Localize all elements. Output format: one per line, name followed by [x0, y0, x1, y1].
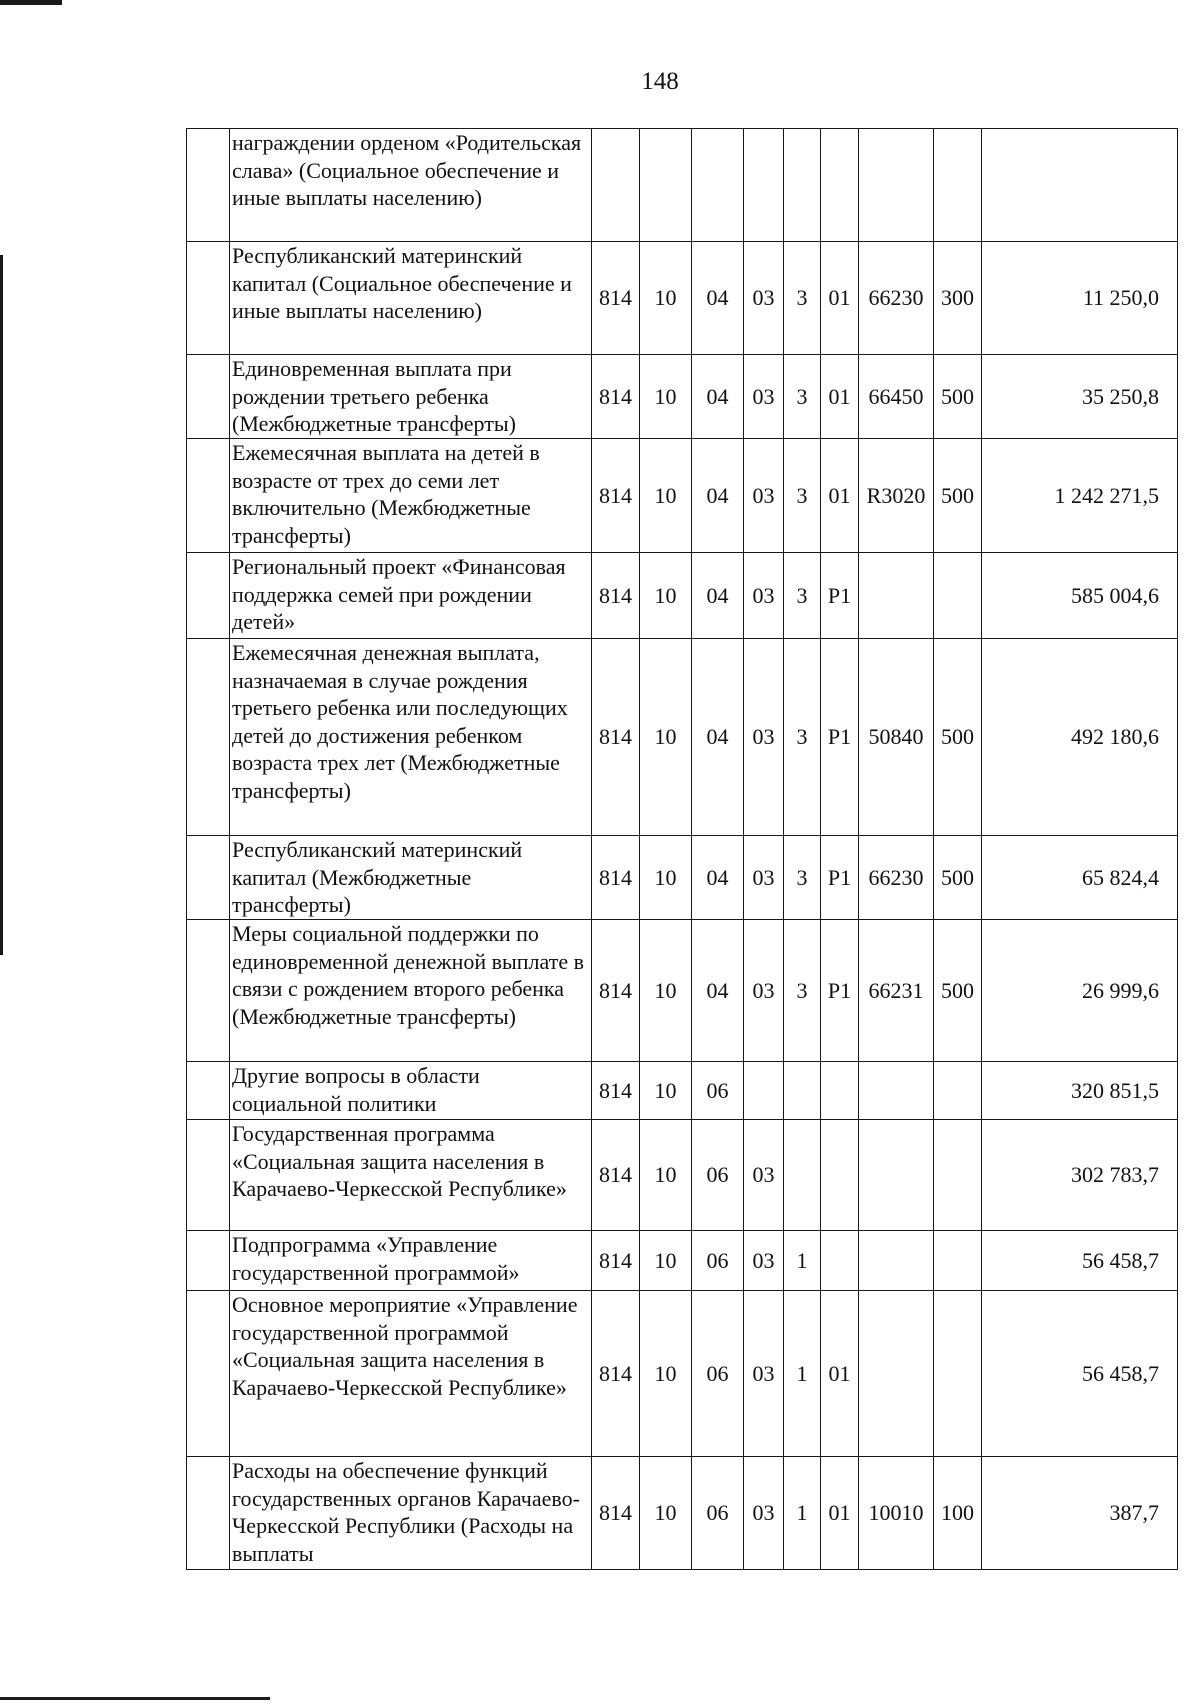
- row-blank-cell: [187, 355, 230, 439]
- row-dir: 66231: [859, 920, 934, 1062]
- row-om: 01: [821, 439, 859, 553]
- row-name: Региональный проект «Финансовая поддержка семей при рождении детей»: [230, 553, 592, 639]
- table-row: [187, 1062, 1178, 1120]
- row-name: Меры социальной поддержки по единовременной денежной выплате в связи с рождением второго ребенка (Межбюджетные трансферты): [230, 920, 592, 1062]
- row-rz: 10: [640, 439, 692, 553]
- row-vr: 300: [934, 242, 982, 355]
- row-rz: 10: [640, 836, 692, 920]
- row-sub: 3: [784, 355, 821, 439]
- row-rz: 10: [640, 920, 692, 1062]
- row-vr: [934, 1062, 982, 1120]
- row-rz: 10: [640, 355, 692, 439]
- row-rz: 10: [640, 242, 692, 355]
- row-prog: 03: [744, 639, 784, 836]
- row-pr: 06: [692, 1231, 744, 1291]
- row-blank-cell: [187, 553, 230, 639]
- row-name: награждении орденом «Родительская слава» (Социальное обеспечение и иные выплаты населению): [230, 129, 592, 242]
- row-rz: 10: [640, 1062, 692, 1120]
- row-pr: [692, 129, 744, 242]
- row-sum: 302 783,7: [982, 1120, 1178, 1231]
- row-sum: 56 458,7: [982, 1291, 1178, 1457]
- table-row: [187, 639, 1178, 836]
- row-pr: 04: [692, 355, 744, 439]
- row-vr: [934, 129, 982, 242]
- row-rz: 10: [640, 1120, 692, 1231]
- row-name: Основное мероприятие «Управление государственной программой «Социальная защита населения в Карачаево-Черкесской Республике»: [230, 1291, 592, 1457]
- row-sum: 56 458,7: [982, 1231, 1178, 1291]
- row-ved: 814: [592, 242, 640, 355]
- row-sum: 26 999,6: [982, 920, 1178, 1062]
- row-sum: 65 824,4: [982, 836, 1178, 920]
- table-body: [187, 129, 1178, 1570]
- row-om: P1: [821, 920, 859, 1062]
- row-ved: 814: [592, 439, 640, 553]
- row-dir: 66230: [859, 242, 934, 355]
- row-prog: 03: [744, 1231, 784, 1291]
- row-om: 01: [821, 1291, 859, 1457]
- row-blank-cell: [187, 1120, 230, 1231]
- row-sub: 3: [784, 439, 821, 553]
- row-ved: 814: [592, 355, 640, 439]
- row-vr: 500: [934, 639, 982, 836]
- row-prog: 03: [744, 1457, 784, 1570]
- row-name: Республиканский материнский капитал (Межбюджетные трансферты): [230, 836, 592, 920]
- row-sum: [982, 129, 1178, 242]
- row-om: 01: [821, 355, 859, 439]
- row-sub: 3: [784, 639, 821, 836]
- table-row: [187, 553, 1178, 639]
- row-sub: 3: [784, 836, 821, 920]
- row-om: [821, 1062, 859, 1120]
- row-om: 01: [821, 1457, 859, 1570]
- row-sum: 387,7: [982, 1457, 1178, 1570]
- scan-artifact-bottom: [0, 1697, 270, 1700]
- row-prog: 03: [744, 1291, 784, 1457]
- row-pr: 06: [692, 1457, 744, 1570]
- row-blank-cell: [187, 1062, 230, 1120]
- row-ved: 814: [592, 1120, 640, 1231]
- row-vr: [934, 553, 982, 639]
- row-dir: [859, 1120, 934, 1231]
- row-ved: 814: [592, 1457, 640, 1570]
- table-row: [187, 1120, 1178, 1231]
- row-sub: 1: [784, 1291, 821, 1457]
- row-ved: 814: [592, 639, 640, 836]
- row-sub: 1: [784, 1231, 821, 1291]
- table-row: [187, 1231, 1178, 1291]
- row-name: Государственная программа «Социальная защита населения в Карачаево-Черкесской Республике»: [230, 1120, 592, 1231]
- row-pr: 04: [692, 836, 744, 920]
- table-row: [187, 355, 1178, 439]
- row-blank-cell: [187, 639, 230, 836]
- row-sub: 3: [784, 242, 821, 355]
- row-ved: 814: [592, 553, 640, 639]
- row-dir: [859, 1062, 934, 1120]
- budget-table: [186, 128, 1178, 1570]
- row-blank-cell: [187, 920, 230, 1062]
- row-prog: 03: [744, 836, 784, 920]
- row-pr: 04: [692, 920, 744, 1062]
- row-rz: 10: [640, 1231, 692, 1291]
- row-sub: 3: [784, 920, 821, 1062]
- row-name: Подпрограмма «Управление государственной программой»: [230, 1231, 592, 1291]
- row-dir: 10010: [859, 1457, 934, 1570]
- page-number: 148: [641, 68, 679, 95]
- row-om: P1: [821, 836, 859, 920]
- row-blank-cell: [187, 242, 230, 355]
- row-om: 01: [821, 242, 859, 355]
- row-vr: [934, 1231, 982, 1291]
- scan-artifact-left: [0, 255, 3, 955]
- table-row: [187, 129, 1178, 242]
- row-om: P1: [821, 553, 859, 639]
- table-row: [187, 1457, 1178, 1570]
- row-rz: 10: [640, 553, 692, 639]
- row-blank-cell: [187, 1231, 230, 1291]
- table-row: [187, 1291, 1178, 1457]
- row-prog: 03: [744, 439, 784, 553]
- row-ved: 814: [592, 1062, 640, 1120]
- table-row: [187, 836, 1178, 920]
- row-name: Единовременная выплата при рождении третьего ребенка (Межбюджетные трансферты): [230, 355, 592, 439]
- row-name: Республиканский материнский капитал (Социальное обеспечение и иные выплаты населению): [230, 242, 592, 355]
- row-pr: 04: [692, 242, 744, 355]
- row-ved: 814: [592, 920, 640, 1062]
- row-vr: 500: [934, 836, 982, 920]
- row-sub: [784, 1120, 821, 1231]
- row-sub: 1: [784, 1457, 821, 1570]
- row-name: Ежемесячная выплата на детей в возрасте от трех до семи лет включительно (Межбюджетные трансферты): [230, 439, 592, 553]
- row-rz: [640, 129, 692, 242]
- row-sum: 492 180,6: [982, 639, 1178, 836]
- row-rz: 10: [640, 1291, 692, 1457]
- row-vr: [934, 1291, 982, 1457]
- row-dir: [859, 129, 934, 242]
- row-om: [821, 1231, 859, 1291]
- row-name: Расходы на обеспечение функций государственных органов Карачаево-Черкесской Республики (Расходы на выплаты: [230, 1457, 592, 1570]
- row-dir: [859, 1231, 934, 1291]
- row-prog: [744, 1062, 784, 1120]
- row-dir: [859, 553, 934, 639]
- row-pr: 04: [692, 553, 744, 639]
- row-blank-cell: [187, 1457, 230, 1570]
- row-blank-cell: [187, 836, 230, 920]
- row-sub: [784, 129, 821, 242]
- table-row: [187, 920, 1178, 1062]
- row-prog: [744, 129, 784, 242]
- row-name: Ежемесячная денежная выплата, назначаемая в случае рождения третьего ребенка или последующих детей до достижения ребенком возраста трех лет (Межбюджетные трансферты): [230, 639, 592, 836]
- row-rz: 10: [640, 1457, 692, 1570]
- row-vr: 100: [934, 1457, 982, 1570]
- row-ved: 814: [592, 1231, 640, 1291]
- row-rz: 10: [640, 639, 692, 836]
- row-om: P1: [821, 639, 859, 836]
- row-pr: 06: [692, 1062, 744, 1120]
- table-row: [187, 242, 1178, 355]
- row-pr: 06: [692, 1120, 744, 1231]
- row-sum: 1 242 271,5: [982, 439, 1178, 553]
- row-dir: [859, 1291, 934, 1457]
- row-prog: 03: [744, 242, 784, 355]
- row-dir: 66230: [859, 836, 934, 920]
- row-prog: 03: [744, 1120, 784, 1231]
- row-dir: 50840: [859, 639, 934, 836]
- row-sum: 11 250,0: [982, 242, 1178, 355]
- row-pr: 04: [692, 439, 744, 553]
- row-ved: 814: [592, 1291, 640, 1457]
- row-prog: 03: [744, 355, 784, 439]
- row-vr: [934, 1120, 982, 1231]
- row-om: [821, 129, 859, 242]
- row-blank-cell: [187, 439, 230, 553]
- row-vr: 500: [934, 920, 982, 1062]
- row-om: [821, 1120, 859, 1231]
- row-ved: [592, 129, 640, 242]
- row-sum: 585 004,6: [982, 553, 1178, 639]
- row-blank-cell: [187, 129, 230, 242]
- row-sum: 35 250,8: [982, 355, 1178, 439]
- row-vr: 500: [934, 439, 982, 553]
- row-blank-cell: [187, 1291, 230, 1457]
- row-name: Другие вопросы в области социальной политики: [230, 1062, 592, 1120]
- row-ved: 814: [592, 836, 640, 920]
- row-dir: 66450: [859, 355, 934, 439]
- row-prog: 03: [744, 920, 784, 1062]
- row-prog: 03: [744, 553, 784, 639]
- row-sub: [784, 1062, 821, 1120]
- row-pr: 06: [692, 1291, 744, 1457]
- row-pr: 04: [692, 639, 744, 836]
- scan-artifact-top: [0, 0, 62, 5]
- row-vr: 500: [934, 355, 982, 439]
- row-sub: 3: [784, 553, 821, 639]
- table-row: [187, 439, 1178, 553]
- row-sum: 320 851,5: [982, 1062, 1178, 1120]
- row-dir: R3020: [859, 439, 934, 553]
